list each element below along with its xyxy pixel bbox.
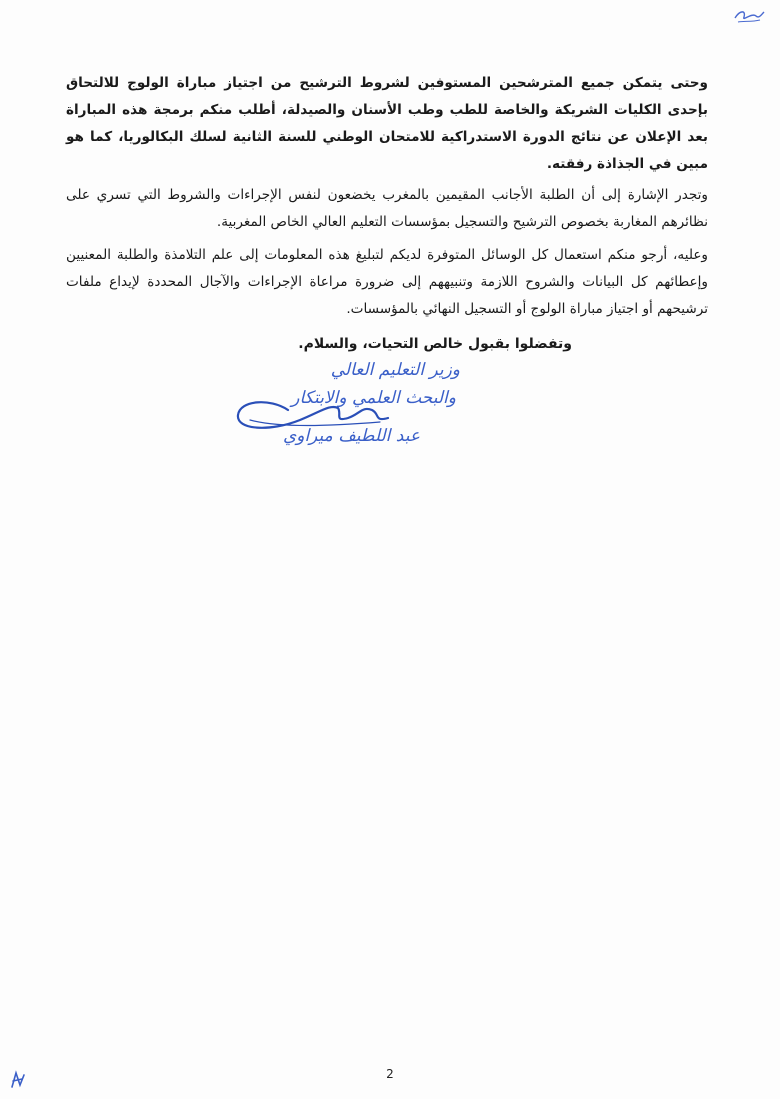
signatory-title-line1: وزير التعليم العالي [330,360,460,380]
signatory-title-line2: والبحث العلمي والابتكار [291,388,456,408]
handwritten-mark-icon [732,4,766,26]
paragraph-3: وعليه، أرجو منكم استعمال كل الوسائل المتوفرة لديكم لتبليغ هذه المعلومات إلى علم التلامذة والطلبة المعنيين وإعطائهم كل البيانات والشروح اللازمة وتنبيههم إلى ضرورة مراعاة الإجراءات والآجال المحددة لإيداع ملفات ترشيحهم أو اجتياز مباراة الولوج أو التسجيل النهائي بالمؤسسات. [66,247,708,317]
paragraph-1: وحتى يتمكن جميع المترشحين المستوفين لشروط الترشيح من اجتياز مباراة الولوج للالتحاق بإحدى الكليات الشريكة والخاصة للطب وطب الأسنان والصيدلة، أطلب منكم برمجة هذه المباراة بعد الإعلان عن نتائج الدورة الاستدراكية للامتحان الوطني للسنة الثانية لسلك البكالوريا، كما هو مبين في الجذاذة رفقته. [66,75,708,172]
initials-mark-icon [8,1069,30,1091]
letter-body [66,70,708,323]
paragraph-2: وتجدر الإشارة إلى أن الطلبة الأجانب المقيمين بالمغرب يخضعون لنفس الإجراءات والشروط التي تسري على نظائرهم المغاربة بخصوص الترشيح والتسجيل بمؤسسات التعليم العالي الخاص المغربية. [66,187,708,230]
signatory-name: عبد اللطيف ميراوي [282,426,420,446]
page-number: 2 [386,1067,394,1081]
closing-salutation: وتفضلوا بقبول خالص التحيات، والسلام. [298,336,572,352]
signature-block [210,360,460,460]
handwritten-signature-icon [210,360,460,460]
